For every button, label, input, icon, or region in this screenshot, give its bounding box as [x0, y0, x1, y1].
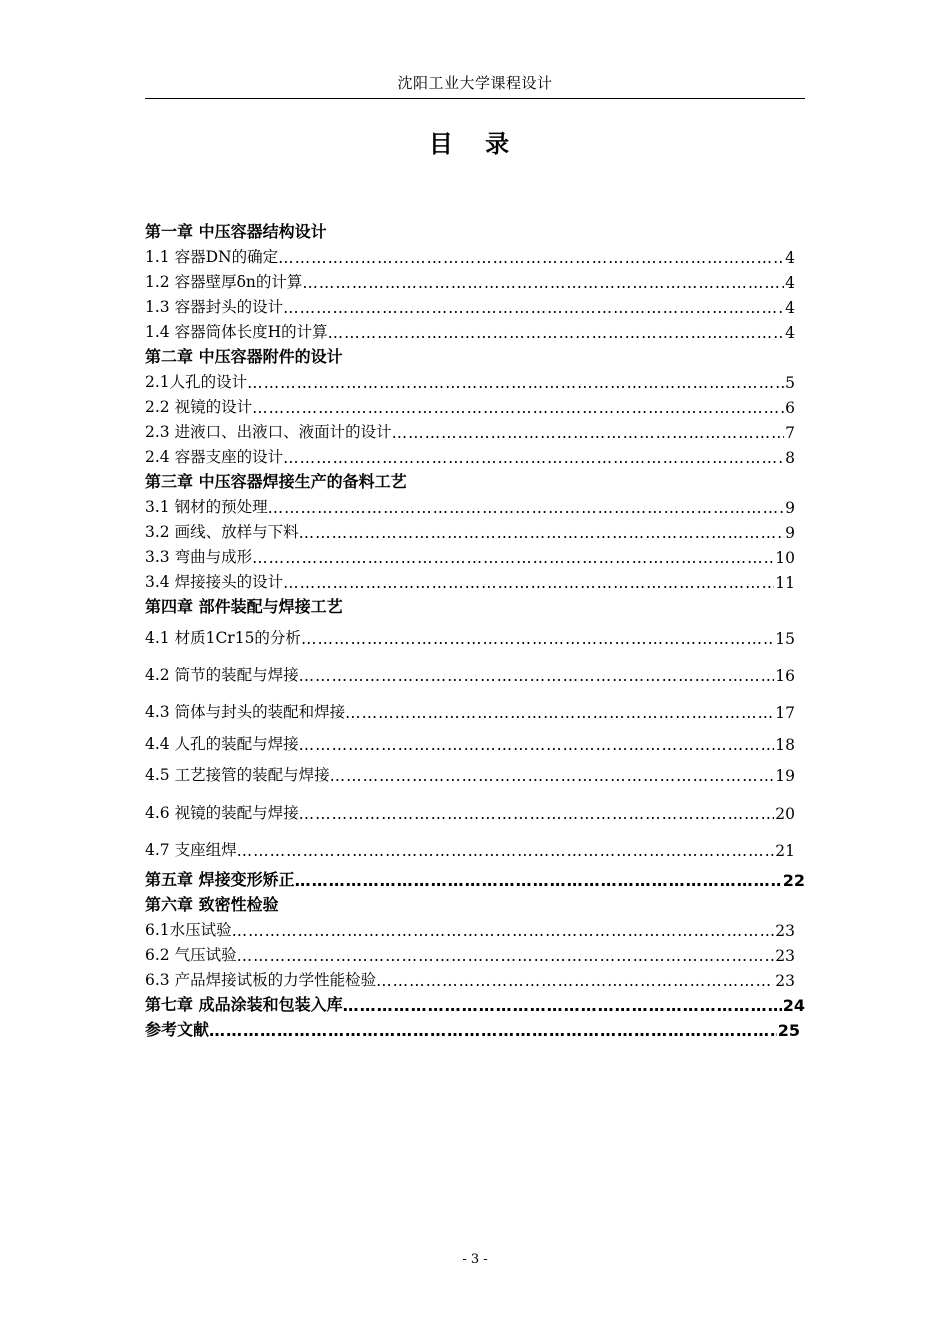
toc-chapter-entry[interactable] — [145, 343, 795, 367]
toc-dot-leader — [376, 972, 774, 990]
toc-dot-leader — [301, 630, 774, 648]
toc-page-number: 21 — [775, 842, 795, 860]
toc-section-entry[interactable] — [145, 836, 795, 860]
toc-page-number: 11 — [775, 574, 795, 592]
toc-section-entry[interactable] — [145, 698, 795, 722]
toc-section-entry[interactable] — [145, 243, 795, 267]
toc-dot-leader — [299, 524, 785, 542]
toc-dot-leader — [247, 374, 784, 392]
toc-entry-label: 6.2 气压试验 — [145, 946, 237, 964]
toc-dot-leader — [283, 449, 784, 467]
toc-chapter-entry[interactable] — [145, 593, 795, 617]
toc-section-entry[interactable] — [145, 443, 795, 467]
toc-dot-leader — [330, 767, 775, 785]
toc-page-number: 7 — [785, 424, 795, 442]
toc-page-number: 4 — [785, 249, 795, 267]
toc-page-number: 4 — [785, 299, 795, 317]
toc-section-entry[interactable] — [145, 318, 795, 342]
toc-entry-label: 第一章 中压容器结构设计 — [145, 222, 327, 241]
page-number: - 3 - — [462, 1252, 488, 1267]
toc-page-number: 10 — [775, 549, 795, 567]
toc-entry-label: 第五章 焊接变形矫正 — [145, 870, 295, 889]
toc-entry-label: 2.4 容器支座的设计 — [145, 448, 284, 466]
toc-dot-leader — [252, 549, 774, 567]
toc-section-entry[interactable] — [145, 916, 795, 940]
toc-section-entry[interactable] — [145, 418, 795, 442]
toc-dot-leader — [268, 499, 785, 517]
toc-dot-leader — [299, 736, 775, 754]
toc-dot-leader — [345, 704, 774, 722]
toc-title: 目 录 — [428, 130, 522, 158]
toc-entry-label: 4.5 工艺接管的装配与焊接 — [145, 766, 330, 784]
toc-page-number: 25 — [777, 1021, 800, 1040]
toc-section-entry[interactable] — [145, 941, 795, 965]
toc-entry-label: 4.7 支座组焊 — [145, 841, 237, 859]
toc-chapter-entry[interactable] — [145, 991, 805, 1015]
running-header: 沈阳工业大学课程设计 — [397, 74, 553, 92]
toc-page-number: 4 — [785, 324, 795, 342]
toc-section-entry[interactable] — [145, 268, 795, 292]
toc-entry-label: 2.2 视镜的设计 — [145, 398, 253, 416]
toc-entry-label: 3.1 钢材的预处理 — [145, 498, 268, 516]
toc-section-entry[interactable] — [145, 799, 795, 823]
toc-entry-label: 4.2 筒节的装配与焊接 — [145, 666, 299, 684]
toc-section-entry[interactable] — [145, 624, 795, 648]
toc-dot-leader — [295, 871, 782, 890]
toc-dot-leader — [237, 842, 775, 860]
toc-entry-label: 4.1 材质1Cr15的分析 — [145, 629, 301, 647]
toc-entry-label: 3.3 弯曲与成形 — [145, 548, 253, 566]
toc-entry-label: 6.1水压试验 — [145, 921, 232, 939]
toc-dot-leader — [209, 1021, 777, 1040]
toc-section-entry[interactable] — [145, 966, 795, 990]
toc-dot-leader — [299, 667, 775, 685]
toc-dot-leader — [343, 996, 782, 1015]
toc-page-number: 9 — [785, 524, 795, 542]
toc-page-number: 20 — [775, 805, 795, 823]
toc-section-entry[interactable] — [145, 568, 795, 592]
toc-entry-label: 6.3 产品焊接试板的力学性能检验 — [145, 971, 377, 989]
toc-dot-leader — [328, 324, 785, 342]
toc-chapter-entry[interactable] — [145, 218, 795, 242]
toc-chapter-entry[interactable] — [145, 866, 805, 890]
toc-chapter-entry[interactable] — [145, 891, 795, 915]
toc-dot-leader — [237, 947, 775, 965]
toc-section-entry[interactable] — [145, 543, 795, 567]
toc-section-entry[interactable] — [145, 518, 795, 542]
toc-entry-label: 4.3 筒体与封头的装配和焊接 — [145, 703, 346, 721]
toc-page-number: 9 — [785, 499, 795, 517]
toc-section-entry[interactable] — [145, 293, 795, 317]
toc-page-number: 8 — [785, 449, 795, 467]
toc-page-number: 23 — [775, 922, 795, 940]
toc-dot-leader — [392, 424, 785, 442]
toc-page-number: 22 — [782, 871, 805, 890]
toc-dot-leader — [232, 922, 775, 940]
toc-page-number: 18 — [775, 736, 795, 754]
toc-entry-label: 1.1 容器DN的确定 — [145, 248, 279, 266]
toc-page-number: 16 — [775, 667, 795, 685]
toc-page-number: 15 — [775, 630, 795, 648]
toc-section-entry[interactable] — [145, 368, 795, 392]
toc-section-entry[interactable] — [145, 493, 795, 517]
toc-dot-leader — [283, 574, 774, 592]
toc-entry-label: 第六章 致密性检验 — [145, 895, 279, 914]
toc-page-number: 5 — [785, 374, 795, 392]
toc-entry-label: 参考文献 — [145, 1020, 210, 1039]
toc-entry-label: 第七章 成品涂装和包装入库 — [145, 995, 343, 1014]
toc-entry-label: 4.4 人孔的装配与焊接 — [145, 735, 299, 753]
toc-entry-label: 2.1人孔的设计 — [145, 373, 248, 391]
toc-dot-leader — [302, 274, 784, 292]
toc-page-number: 23 — [775, 947, 795, 965]
toc-entry-label: 2.3 进液口、出液口、液面计的设计 — [145, 423, 392, 441]
header-rule — [145, 98, 805, 99]
toc-page-number: 4 — [785, 274, 795, 292]
toc-entry-label: 第三章 中压容器焊接生产的备料工艺 — [145, 472, 407, 491]
toc-dot-leader — [278, 249, 784, 267]
toc-entry-label: 4.6 视镜的装配与焊接 — [145, 804, 299, 822]
toc-entry-label: 1.2 容器壁厚δn的计算 — [145, 273, 303, 291]
toc-page-number: 17 — [775, 704, 795, 722]
toc-page-number: 19 — [775, 767, 795, 785]
toc-section-entry[interactable] — [145, 730, 795, 754]
toc-entry-label: 第二章 中压容器附件的设计 — [145, 347, 343, 366]
toc-section-entry[interactable] — [145, 761, 795, 785]
toc-entry-label: 1.4 容器筒体长度H的计算 — [145, 323, 328, 341]
toc-dot-leader — [299, 805, 775, 823]
toc-entry-label: 3.2 画线、放样与下料 — [145, 523, 299, 541]
toc-dot-leader — [283, 299, 784, 317]
toc-page-number: 24 — [782, 996, 805, 1015]
toc-entry-label: 1.3 容器封头的设计 — [145, 298, 284, 316]
toc-section-entry[interactable] — [145, 661, 795, 685]
toc-dot-leader — [252, 399, 784, 417]
toc-page-number: 23 — [775, 972, 795, 990]
toc-page-number: 6 — [785, 399, 795, 417]
toc-chapter-entry[interactable] — [145, 468, 795, 492]
toc-entry-label: 第四章 部件装配与焊接工艺 — [145, 597, 343, 616]
toc-entry-label: 3.4 焊接接头的设计 — [145, 573, 284, 591]
toc-chapter-entry[interactable] — [145, 1016, 800, 1040]
toc-section-entry[interactable] — [145, 393, 795, 417]
